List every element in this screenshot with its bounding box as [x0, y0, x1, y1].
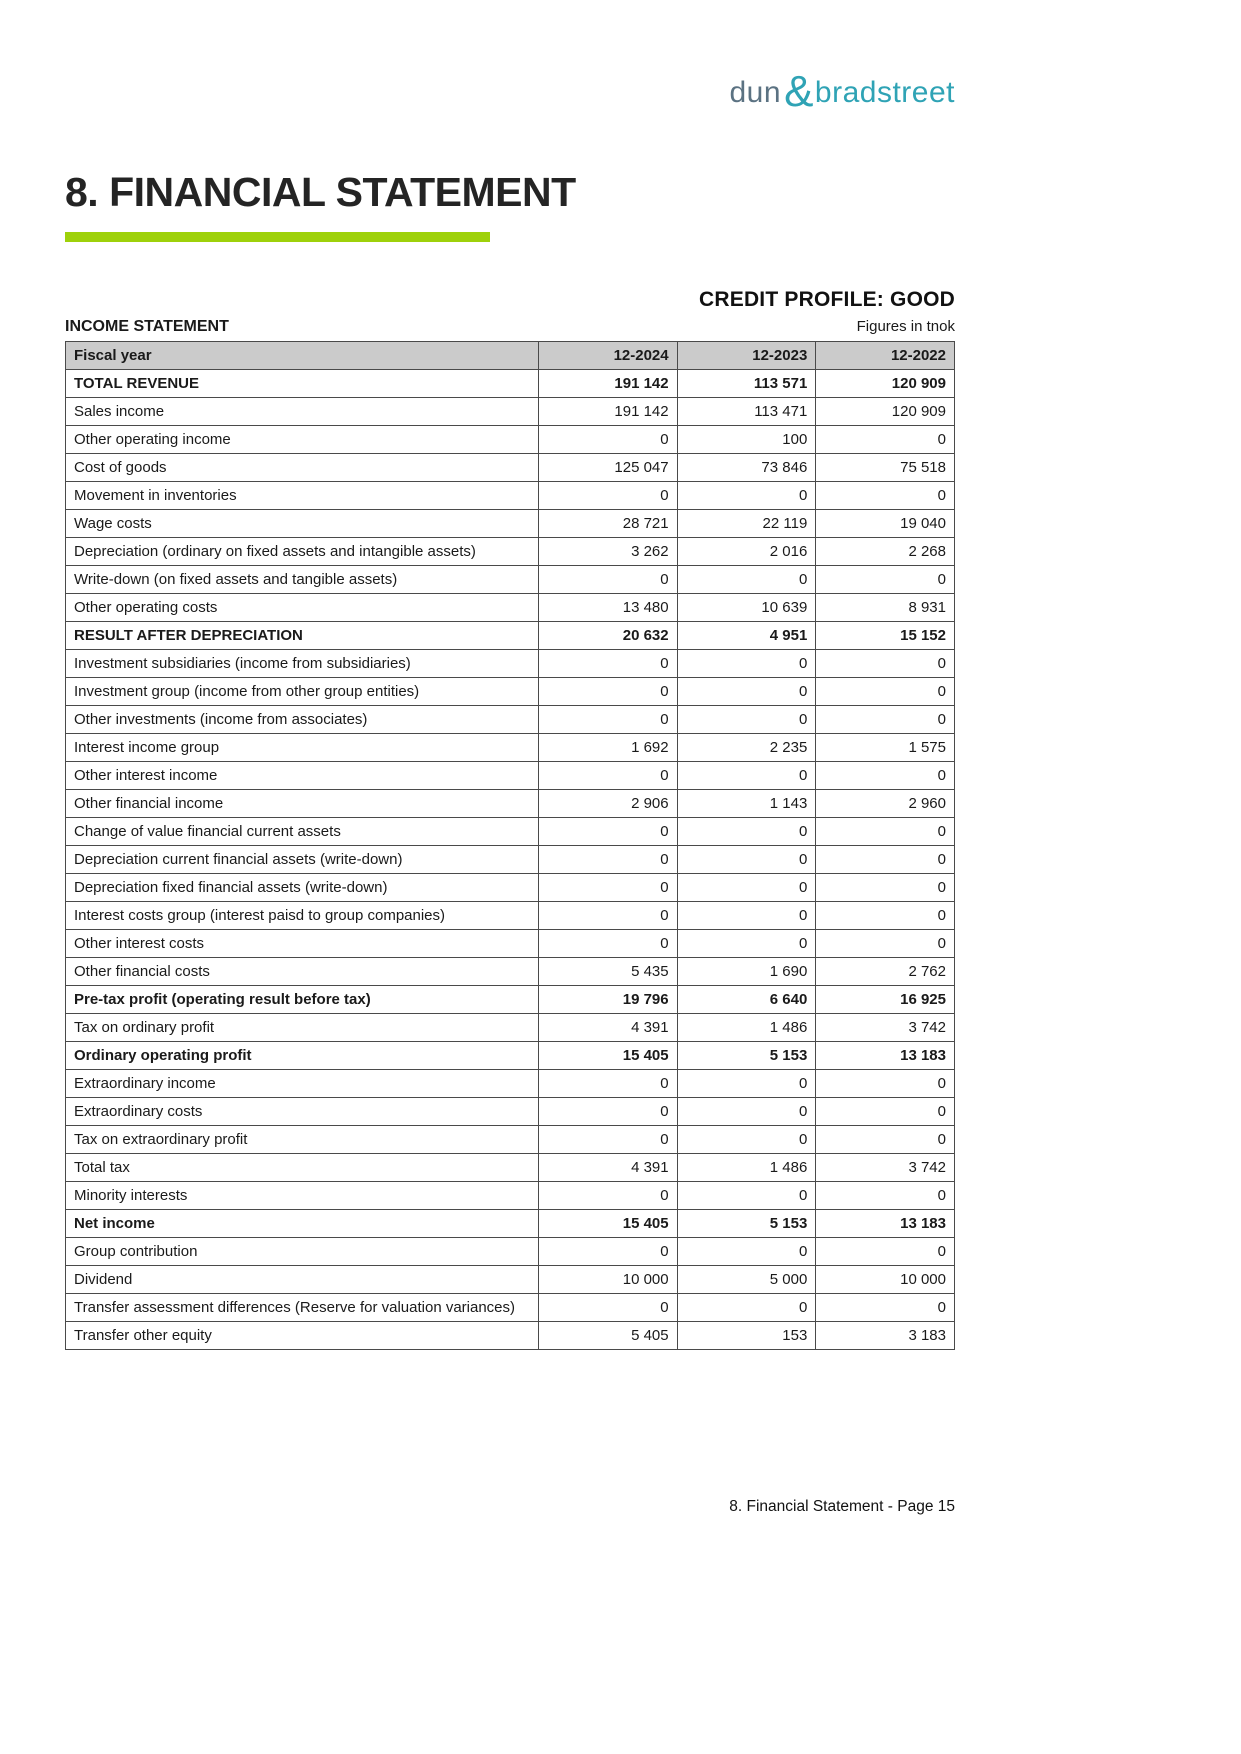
row-value: 0	[816, 902, 955, 930]
table-row	[66, 986, 955, 1014]
table-row	[66, 370, 955, 398]
row-value: 191 142	[538, 370, 677, 398]
column-header-12-2023: 12-2023	[677, 342, 816, 370]
row-value: 0	[677, 930, 816, 958]
row-value: 125 047	[538, 454, 677, 482]
table-row	[66, 1154, 955, 1182]
row-label: Dividend	[66, 1266, 539, 1294]
row-value: 0	[816, 930, 955, 958]
row-value: 1 143	[677, 790, 816, 818]
row-value: 0	[816, 678, 955, 706]
row-value: 2 762	[816, 958, 955, 986]
table-row	[66, 1210, 955, 1238]
row-value: 15 405	[538, 1210, 677, 1238]
row-value: 0	[816, 566, 955, 594]
table-row	[66, 734, 955, 762]
row-value: 0	[677, 706, 816, 734]
row-value: 100	[677, 426, 816, 454]
table-row	[66, 706, 955, 734]
row-value: 16 925	[816, 986, 955, 1014]
table-row	[66, 622, 955, 650]
row-value: 153	[677, 1322, 816, 1350]
row-label: Depreciation (ordinary on fixed assets and intangible assets)	[66, 538, 539, 566]
table-row	[66, 874, 955, 902]
row-label: Cost of goods	[66, 454, 539, 482]
table-row	[66, 510, 955, 538]
row-value: 6 640	[677, 986, 816, 1014]
row-value: 5 153	[677, 1042, 816, 1070]
row-value: 113 571	[677, 370, 816, 398]
row-value: 0	[677, 902, 816, 930]
row-value: 2 906	[538, 790, 677, 818]
row-label: Other operating income	[66, 426, 539, 454]
row-value: 0	[677, 1238, 816, 1266]
row-value: 13 183	[816, 1042, 955, 1070]
row-value: 0	[538, 1098, 677, 1126]
row-label: Extraordinary income	[66, 1070, 539, 1098]
row-value: 0	[677, 482, 816, 510]
dun-bradstreet-logo	[65, 67, 955, 116]
row-value: 0	[538, 482, 677, 510]
row-value: 2 016	[677, 538, 816, 566]
row-value: 0	[816, 818, 955, 846]
row-value: 8 931	[816, 594, 955, 622]
row-value: 0	[538, 930, 677, 958]
row-value: 10 000	[538, 1266, 677, 1294]
row-label: Write-down (on fixed assets and tangible assets)	[66, 566, 539, 594]
row-value: 15 152	[816, 622, 955, 650]
row-value: 0	[816, 1126, 955, 1154]
row-value: 4 391	[538, 1154, 677, 1182]
row-value: 3 742	[816, 1014, 955, 1042]
row-value: 0	[677, 874, 816, 902]
table-row	[66, 930, 955, 958]
row-value: 22 119	[677, 510, 816, 538]
row-value: 2 268	[816, 538, 955, 566]
row-label: Minority interests	[66, 1182, 539, 1210]
row-label: Tax on extraordinary profit	[66, 1126, 539, 1154]
row-label: Other financial income	[66, 790, 539, 818]
row-value: 20 632	[538, 622, 677, 650]
logo-text-bradstreet: bradstreet	[814, 76, 955, 109]
row-value: 3 742	[816, 1154, 955, 1182]
table-row	[66, 482, 955, 510]
row-value: 0	[538, 1126, 677, 1154]
row-value: 75 518	[816, 454, 955, 482]
table-row	[66, 1070, 955, 1098]
row-value: 120 909	[816, 398, 955, 426]
credit-profile-heading: CREDIT PROFILE: GOOD	[699, 288, 955, 311]
row-label: Depreciation fixed financial assets (write-down)	[66, 874, 539, 902]
row-value: 0	[538, 1070, 677, 1098]
row-value: 0	[816, 1182, 955, 1210]
row-value: 0	[816, 426, 955, 454]
row-value: 0	[677, 818, 816, 846]
table-row	[66, 426, 955, 454]
table-row	[66, 1238, 955, 1266]
row-label: Pre-tax profit (operating result before tax)	[66, 986, 539, 1014]
row-value: 1 486	[677, 1014, 816, 1042]
table-row	[66, 1014, 955, 1042]
row-value: 0	[677, 846, 816, 874]
row-label: Total tax	[66, 1154, 539, 1182]
figures-unit-note: Figures in tnok	[856, 318, 955, 335]
column-header-fiscal-year: Fiscal year	[66, 342, 539, 370]
row-value: 0	[538, 818, 677, 846]
row-value: 0	[816, 1070, 955, 1098]
row-value: 1 690	[677, 958, 816, 986]
row-value: 0	[538, 1294, 677, 1322]
row-value: 0	[677, 1294, 816, 1322]
row-value: 0	[816, 482, 955, 510]
income-statement-body	[66, 370, 955, 1350]
column-header-12-2022: 12-2022	[816, 342, 955, 370]
row-label: Sales income	[66, 398, 539, 426]
row-value: 5 000	[677, 1266, 816, 1294]
row-value: 2 960	[816, 790, 955, 818]
row-value: 4 391	[538, 1014, 677, 1042]
row-value: 0	[816, 650, 955, 678]
row-value: 0	[538, 678, 677, 706]
row-value: 0	[816, 1294, 955, 1322]
table-row	[66, 594, 955, 622]
row-value: 1 692	[538, 734, 677, 762]
logo-ampersand-icon: &	[784, 67, 814, 116]
table-row	[66, 1266, 955, 1294]
row-label: Other investments (income from associates)	[66, 706, 539, 734]
row-label: Movement in inventories	[66, 482, 539, 510]
row-value: 10 000	[816, 1266, 955, 1294]
table-meta-row	[65, 318, 955, 336]
table-row	[66, 566, 955, 594]
row-value: 0	[677, 566, 816, 594]
row-label: Other operating costs	[66, 594, 539, 622]
table-row	[66, 790, 955, 818]
row-value: 28 721	[538, 510, 677, 538]
table-row	[66, 678, 955, 706]
row-value: 0	[677, 1098, 816, 1126]
row-value: 13 480	[538, 594, 677, 622]
table-row	[66, 846, 955, 874]
row-value: 19 796	[538, 986, 677, 1014]
row-value: 0	[538, 706, 677, 734]
row-value: 10 639	[677, 594, 816, 622]
table-row	[66, 454, 955, 482]
page-content	[65, 0, 955, 1350]
row-value: 3 262	[538, 538, 677, 566]
logo-text-dun: dun	[729, 76, 782, 109]
row-value: 0	[538, 902, 677, 930]
row-label: Wage costs	[66, 510, 539, 538]
row-label: RESULT AFTER DEPRECIATION	[66, 622, 539, 650]
table-row	[66, 650, 955, 678]
income-statement-table	[65, 341, 955, 1350]
row-value: 0	[677, 678, 816, 706]
row-value: 0	[816, 706, 955, 734]
row-value: 0	[816, 874, 955, 902]
row-value: 0	[677, 1126, 816, 1154]
row-value: 0	[538, 566, 677, 594]
table-row	[66, 902, 955, 930]
row-label: Interest costs group (interest paisd to group companies)	[66, 902, 539, 930]
row-value: 0	[677, 762, 816, 790]
row-value: 191 142	[538, 398, 677, 426]
row-value: 1 486	[677, 1154, 816, 1182]
accent-bar	[65, 232, 490, 242]
table-header-row	[66, 342, 955, 370]
row-value: 0	[816, 846, 955, 874]
row-label: Group contribution	[66, 1238, 539, 1266]
row-value: 0	[538, 426, 677, 454]
page-title: 8. FINANCIAL STATEMENT	[65, 169, 576, 215]
row-label: Investment subsidiaries (income from subsidiaries)	[66, 650, 539, 678]
column-header-12-2024: 12-2024	[538, 342, 677, 370]
row-label: Depreciation current financial assets (write-down)	[66, 846, 539, 874]
row-label: Net income	[66, 1210, 539, 1238]
row-label: TOTAL REVENUE	[66, 370, 539, 398]
table-row	[66, 1126, 955, 1154]
row-value: 73 846	[677, 454, 816, 482]
row-value: 5 405	[538, 1322, 677, 1350]
table-row	[66, 398, 955, 426]
row-value: 0	[816, 1238, 955, 1266]
table-row	[66, 1294, 955, 1322]
row-label: Other interest costs	[66, 930, 539, 958]
row-value: 15 405	[538, 1042, 677, 1070]
row-value: 0	[677, 1182, 816, 1210]
row-label: Transfer other equity	[66, 1322, 539, 1350]
row-value: 2 235	[677, 734, 816, 762]
row-value: 1 575	[816, 734, 955, 762]
table-row	[66, 762, 955, 790]
table-row	[66, 538, 955, 566]
row-value: 0	[816, 1098, 955, 1126]
row-label: Change of value financial current assets	[66, 818, 539, 846]
table-row	[66, 1322, 955, 1350]
row-value: 113 471	[677, 398, 816, 426]
table-row	[66, 818, 955, 846]
row-value: 0	[538, 1238, 677, 1266]
table-row	[66, 1042, 955, 1070]
table-row	[66, 958, 955, 986]
row-label: Other financial costs	[66, 958, 539, 986]
row-value: 5 153	[677, 1210, 816, 1238]
row-label: Interest income group	[66, 734, 539, 762]
row-label: Ordinary operating profit	[66, 1042, 539, 1070]
row-value: 0	[538, 846, 677, 874]
row-value: 13 183	[816, 1210, 955, 1238]
row-label: Other interest income	[66, 762, 539, 790]
row-label: Tax on ordinary profit	[66, 1014, 539, 1042]
section-title: INCOME STATEMENT	[65, 318, 229, 335]
table-row	[66, 1098, 955, 1126]
row-value: 4 951	[677, 622, 816, 650]
row-value: 0	[538, 874, 677, 902]
row-label: Transfer assessment differences (Reserve for valuation variances)	[66, 1294, 539, 1322]
row-value: 19 040	[816, 510, 955, 538]
page-footer: 8. Financial Statement - Page 15	[729, 1498, 955, 1515]
row-value: 3 183	[816, 1322, 955, 1350]
row-value: 0	[538, 650, 677, 678]
row-value: 0	[538, 762, 677, 790]
row-value: 0	[816, 762, 955, 790]
row-label: Extraordinary costs	[66, 1098, 539, 1126]
row-value: 120 909	[816, 370, 955, 398]
table-row	[66, 1182, 955, 1210]
row-label: Investment group (income from other group entities)	[66, 678, 539, 706]
row-value: 0	[538, 1182, 677, 1210]
row-value: 5 435	[538, 958, 677, 986]
row-value: 0	[677, 1070, 816, 1098]
row-value: 0	[677, 650, 816, 678]
